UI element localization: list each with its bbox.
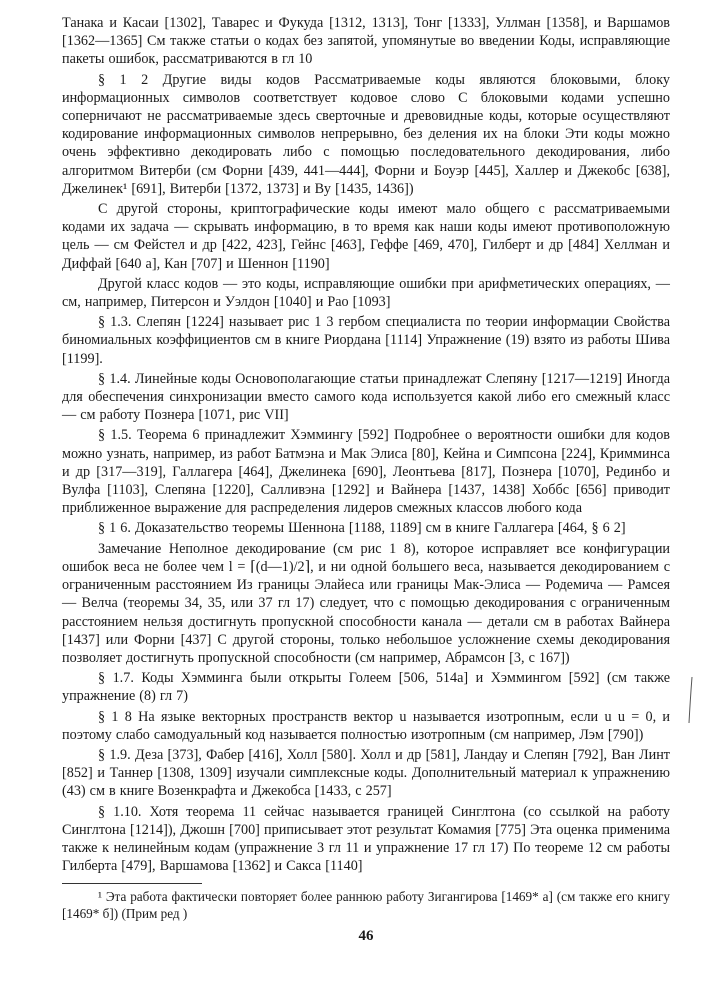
paragraph-section-1-10: § 1.10. Хотя теорема 11 сейчас называется границей Синглтона (со ссылкой на работу Синглтона [1214]), Джошн [700] приписывает этот результат Комамия [775] Эта оценка применима также к нелинейным кодам (упражнение 3 гл 11 и упражнение 17 гл 17) По теореме 12 см работы Гилберта [479], Варшамова [1362] и Сакса [1140] — [62, 803, 670, 875]
main-text — [62, 14, 670, 875]
paragraph-arithmetic-codes: Другой класс кодов — это коды, исправляющие ошибки при арифметических операциях, — см, например, Питерсон и Уэлдон [1040] и Рао [1093] — [62, 275, 670, 311]
paragraph-section-1-2: § 1 2 Другие виды кодов Рассматриваемые коды являются блоковыми, блоку информационных символов соответствует кодовое слово С блоковыми кодами успешно соперничают не рассматриваемые здесь сверточные и древовидные коды, которые осуществляют кодирование информационных символов непрерывно, без деления их на блоки Эти коды можно очень эффективно декодировать либо с помощью последовательного декодирования, либо алгоритмом Витерби (см Форни [439, 441—444], Форни и Боуэр [445], Халлер и Джекобс [638], Джелинек¹ [691], Витерби [1372, 1373] и Ву [1435, 1436]) — [62, 71, 670, 197]
paragraph-section-1-6: § 1 6. Доказательство теоремы Шеннона [1188, 1189] см в книге Галлагера [464, § 6 2] — [98, 520, 626, 537]
footnote-rule — [62, 883, 202, 884]
paragraph-section-1-7: § 1.7. Коды Хэмминга были открыты Голеем [506, 514а] и Хэммингом [592] (см также упражнение (8) гл 7) — [62, 670, 670, 705]
paragraph-section-1-3: § 1.3. Слепян [1224] называет рис 1 3 гербом специалиста по теории информации Свойства биномиальных коэффициентов см в книге Риордана [1114] Упражнение (19) взято из работы Шива [1199]. — [62, 314, 670, 367]
page-number: 46 — [358, 928, 374, 945]
paragraph-section-1-8: § 1 8 На языке векторных пространств вектор u называется изотропным, если u u = 0, и поэтому слабо самодуальный код называется полностью изотропным (см например, Лэм [790]) — [62, 708, 670, 743]
paragraph-section-1-5: § 1.5. Теорема 6 принадлежит Хэммингу [592] Подробнее о вероятности ошибки для кодов можно узнать, например, из работ Батмэна и Мак Элиса [80], Кейна и Симпсона [224], Кримминса и др [317—319], Галлагера [464], Джелинека [690], Леонтьева [817], Познера [1070], Рединбо и Вулфа [1103], Слепяна [1220], Салливэна [1292] и Вайнера [1437, 1438] Хоббс [656] приводит приближенное выражение для распределения лидеров смежных классов любого кода — [62, 427, 670, 517]
footnote-1: ¹ Эта работа фактически повторяет более раннюю работу Зигангирова [1469* а] (см также его книгу [1469* б]) (Прим ред ) — [62, 889, 670, 922]
paragraph-crypto-codes: С другой стороны, криптографические коды имеют мало общего с рассматриваемыми кодами их задача — скрывать информацию, в то время как наши коды имеют противоположную цель — см Фейстел и др [422, 423], Гейнс [463], Геффе [469, 470], Гилберт и др [484] Хеллман и Диффай [640 а], Кан [707] и Шеннон [1190] — [62, 201, 670, 272]
paragraph-1: Танака и Касаи [1302], Таварес и Фукуда [1312, 1313], Тонг [1333], Уллман [1358], и Варшамов [1362—1365] См также статьи о кодах без запятой, упомянутые во введении Коды, исправляющие пакеты ошибок, рассматриваются в гл 10 — [62, 15, 670, 68]
paragraph-section-1-9: § 1.9. Деза [373], Фабер [416], Холл [580]. Холл и др [581], Ландау и Слепян [792], Ван Линт [852] и Таннер [1308, 1309] изучали симплексные коды. Дополнительный материал к упражнению (43) см в книге Возенкрафта и Джекобса [1433, с 257] — [62, 746, 670, 800]
margin-pencil-mark — [688, 676, 694, 724]
footnotes — [62, 883, 670, 922]
paragraph-section-1-4: § 1.4. Линейные коды Основополагающие статьи принадлежат Слепяну [1217—1219] Иногда для обеспечения синхронизации вместо самого кода используется какой либо его смежный класс — см работу Познера [1071, рис VII] — [62, 370, 670, 424]
paragraph-remark: Замечание Неполное декодирование (см рис 1 8), которое исправляет все конфигурации ошибок веса не более чем l = ⌈(d—1)/2⌉, и ни одной большего веса, называется декодированием с ограниченным расстоянием Из границы Элайеса или границы Мак-Элиса — Родемича — Рамсея — Велча (теоремы 34, 35, или 37 гл 17) следует, что с помощью декодирования с ограниченным расстоянием нельзя достигнуть пропускной способности канала — детали см в работах Вайнера [1437] или Форни [437] С другой стороны, только небольшое усложнение схемы декодирования позволяет достигнуть пропускной способности (см например, Абрамсон [3, с 167]) — [62, 540, 670, 666]
